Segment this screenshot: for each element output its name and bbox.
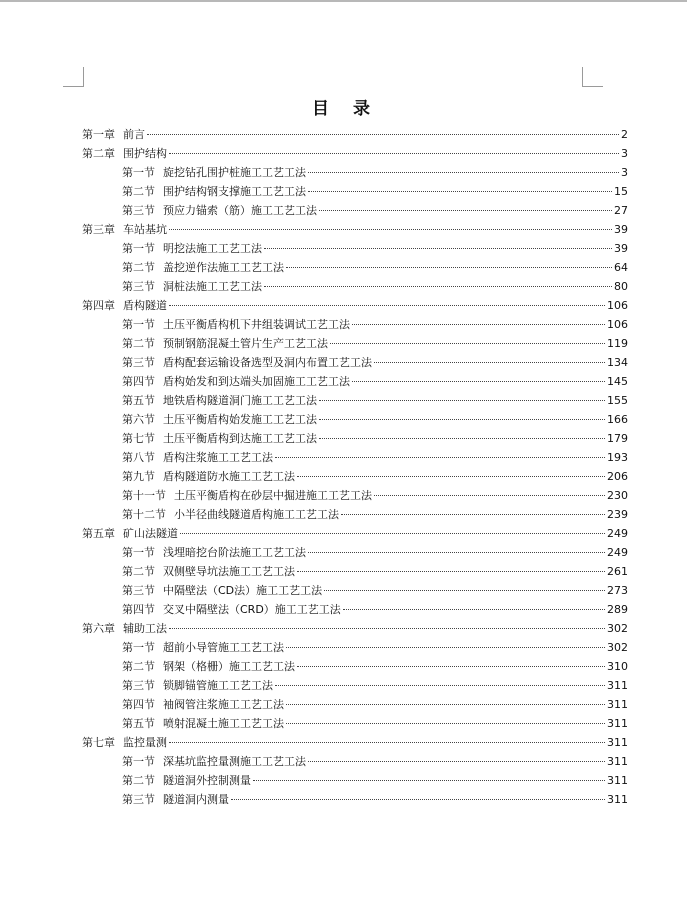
toc-entry-label (122, 676, 273, 695)
toc-entry-number: 第二节 (122, 185, 155, 198)
toc-page-number: 64 (614, 261, 628, 274)
toc-entry-number: 第五章 (82, 527, 115, 540)
toc-dot-leader (343, 609, 605, 610)
toc-entry-title: 明挖法施工工艺工法 (163, 242, 262, 255)
toc-chapter-entry[interactable] (82, 619, 628, 638)
toc-chapter-entry[interactable] (82, 220, 628, 239)
toc-dot-leader (352, 381, 605, 382)
toc-entry-title: 隧道洞外控制测量 (163, 774, 251, 787)
toc-entry-label (122, 505, 339, 524)
toc-dot-leader (374, 495, 605, 496)
toc-entry-title: 围护结构钢支撑施工工艺工法 (163, 185, 306, 198)
toc-entry-label (122, 467, 295, 486)
toc-dot-leader (330, 343, 605, 344)
toc-entry-number: 第一节 (122, 755, 155, 768)
toc-page-number: 311 (607, 793, 628, 806)
toc-entry-label (122, 372, 350, 391)
toc-section-entry[interactable] (82, 353, 628, 372)
toc-entry-number: 第四节 (122, 603, 155, 616)
toc-entry-title: 小半径曲线隧道盾构施工工艺工法 (174, 508, 339, 521)
toc-entry-number: 第四节 (122, 698, 155, 711)
toc-title: 目 录 (312, 99, 379, 119)
toc-entry-label (122, 486, 372, 505)
toc-page-number: 3 (621, 166, 628, 179)
toc-entry-label (82, 296, 167, 315)
toc-page-number: 230 (607, 489, 628, 502)
toc-page-number: 39 (614, 242, 628, 255)
toc-dot-leader (169, 153, 619, 154)
toc-section-entry[interactable] (82, 163, 628, 182)
toc-entry-label (122, 239, 262, 258)
toc-entry-number: 第一节 (122, 318, 155, 331)
toc-section-entry[interactable] (82, 410, 628, 429)
toc-dot-leader (297, 476, 605, 477)
toc-entry-title: 超前小导管施工工艺工法 (163, 641, 284, 654)
toc-entry-number: 第十二节 (122, 508, 166, 521)
toc-entry-label (122, 429, 317, 448)
toc-dot-leader (264, 248, 612, 249)
toc-section-entry[interactable] (82, 315, 628, 334)
toc-entry-number: 第二节 (122, 261, 155, 274)
toc-page-number: 106 (607, 318, 628, 331)
toc-entry-label (82, 144, 167, 163)
toc-page-number: 311 (607, 698, 628, 711)
toc-entry-number: 第十一节 (122, 489, 166, 502)
toc-entry-number: 第三节 (122, 679, 155, 692)
toc-section-entry[interactable] (82, 638, 628, 657)
toc-section-entry[interactable] (82, 467, 628, 486)
toc-dot-leader (319, 438, 605, 439)
toc-chapter-entry[interactable] (82, 733, 628, 752)
toc-page-number: 3 (621, 147, 628, 160)
toc-section-entry[interactable] (82, 334, 628, 353)
toc-entry-label (82, 733, 167, 752)
toc-section-entry[interactable] (82, 790, 628, 809)
toc-entry-title: 双侧壁导坑法施工工艺工法 (163, 565, 295, 578)
toc-entry-number: 第七节 (122, 432, 155, 445)
toc-entry-label (122, 182, 306, 201)
window-top-border (0, 0, 687, 2)
toc-dot-leader (308, 552, 605, 553)
toc-entry-number: 第五节 (122, 394, 155, 407)
toc-page-number: 2 (621, 128, 628, 141)
toc-dot-leader (352, 324, 605, 325)
toc-dot-leader (308, 172, 619, 173)
toc-entry-number: 第三节 (122, 356, 155, 369)
toc-entry-title: 锁脚锚管施工工艺工法 (163, 679, 273, 692)
toc-dot-leader (286, 704, 605, 705)
toc-dot-leader (275, 457, 605, 458)
toc-entry-number: 第二节 (122, 660, 155, 673)
toc-entry-number: 第四章 (82, 299, 115, 312)
toc-entry-label (122, 752, 306, 771)
toc-entry-label (122, 657, 295, 676)
toc-entry-title: 盾构始发和到达端头加固施工工艺工法 (163, 375, 350, 388)
toc-entry-title: 盖挖逆作法施工工艺工法 (163, 261, 284, 274)
toc-entry-number: 第三节 (122, 793, 155, 806)
toc-entry-label (122, 258, 284, 277)
toc-page-number: 302 (607, 641, 628, 654)
toc-entry-number: 第九节 (122, 470, 155, 483)
toc-page-number: 311 (607, 774, 628, 787)
toc-entry-label (122, 714, 284, 733)
toc-entry-number: 第六节 (122, 413, 155, 426)
toc-entry-title: 监控量测 (123, 736, 167, 749)
toc-entry-label (122, 315, 350, 334)
toc-dot-leader (324, 590, 605, 591)
toc-entry-number: 第三节 (122, 584, 155, 597)
toc-entry-title: 钢架（格栅）施工工艺工法 (163, 660, 295, 673)
table-of-contents (82, 125, 628, 809)
toc-dot-leader (319, 419, 605, 420)
toc-page-number: 273 (607, 584, 628, 597)
toc-entry-label (122, 353, 372, 372)
toc-entry-number: 第一节 (122, 242, 155, 255)
toc-entry-title: 隧道洞内测量 (163, 793, 229, 806)
toc-page-number: 39 (614, 223, 628, 236)
toc-dot-leader (297, 666, 605, 667)
toc-page-number: 311 (607, 755, 628, 768)
toc-section-entry[interactable] (82, 372, 628, 391)
toc-entry-label (122, 163, 306, 182)
toc-section-entry[interactable] (82, 752, 628, 771)
toc-entry-label (82, 220, 167, 239)
toc-entry-number: 第二节 (122, 774, 155, 787)
toc-page-number: 106 (607, 299, 628, 312)
toc-dot-leader (147, 134, 619, 135)
toc-entry-title: 辅助工法 (123, 622, 167, 635)
toc-dot-leader (319, 400, 605, 401)
toc-entry-title: 盾构注浆施工工艺工法 (163, 451, 273, 464)
toc-dot-leader (231, 799, 605, 800)
toc-entry-label (122, 391, 317, 410)
toc-dot-leader (169, 628, 605, 629)
toc-entry-title: 盾构隧道防水施工工艺工法 (163, 470, 295, 483)
toc-page-number: 261 (607, 565, 628, 578)
toc-page-number: 249 (607, 527, 628, 540)
toc-section-entry[interactable] (82, 486, 628, 505)
toc-dot-leader (308, 761, 605, 762)
toc-section-entry[interactable] (82, 771, 628, 790)
toc-section-entry[interactable] (82, 657, 628, 676)
toc-entry-title: 土压平衡盾构到达施工工艺工法 (163, 432, 317, 445)
toc-entry-title: 喷射混凝土施工工艺工法 (163, 717, 284, 730)
toc-section-entry[interactable] (82, 562, 628, 581)
toc-entry-title: 袖阀管注浆施工工艺工法 (163, 698, 284, 711)
toc-entry-label (82, 619, 167, 638)
toc-entry-label (122, 562, 295, 581)
toc-entry-number: 第二节 (122, 565, 155, 578)
toc-entry-label (122, 410, 317, 429)
toc-page-number: 179 (607, 432, 628, 445)
toc-entry-title: 地铁盾构隧道洞门施工工艺工法 (163, 394, 317, 407)
toc-dot-leader (275, 685, 605, 686)
toc-entry-title: 深基坑监控量测施工工艺工法 (163, 755, 306, 768)
toc-page-number: 302 (607, 622, 628, 635)
toc-entry-title: 矿山法隧道 (123, 527, 178, 540)
toc-entry-label (122, 543, 306, 562)
page-corner-mark-top-right (582, 67, 603, 87)
toc-entry-label (122, 790, 229, 809)
toc-section-entry[interactable] (82, 429, 628, 448)
toc-section-entry[interactable] (82, 695, 628, 714)
toc-entry-number: 第二节 (122, 337, 155, 350)
toc-entry-title: 浅埋暗挖台阶法施工工艺工法 (163, 546, 306, 559)
toc-entry-label (122, 638, 284, 657)
toc-entry-label (122, 277, 262, 296)
toc-page-number: 310 (607, 660, 628, 673)
toc-dot-leader (341, 514, 605, 515)
toc-entry-number: 第一章 (82, 128, 115, 141)
toc-entry-title: 洞桩法施工工艺工法 (163, 280, 262, 293)
toc-dot-leader (308, 191, 612, 192)
toc-section-entry[interactable] (82, 448, 628, 467)
toc-entry-number: 第一节 (122, 641, 155, 654)
page-corner-mark-top-left (63, 67, 84, 87)
toc-entry-number: 第八节 (122, 451, 155, 464)
toc-section-entry[interactable] (82, 505, 628, 524)
toc-chapter-entry[interactable] (82, 125, 628, 144)
toc-entry-title: 旋挖钻孔围护桩施工工艺工法 (163, 166, 306, 179)
toc-entry-label (82, 125, 145, 144)
toc-entry-label (122, 600, 341, 619)
toc-section-entry[interactable] (82, 239, 628, 258)
toc-entry-title: 预制钢筋混凝土管片生产工艺工法 (163, 337, 328, 350)
toc-entry-title: 围护结构 (123, 147, 167, 160)
toc-entry-title: 土压平衡盾构机下井组装调试工艺工法 (163, 318, 350, 331)
toc-section-entry[interactable] (82, 182, 628, 201)
toc-section-entry[interactable] (82, 714, 628, 733)
toc-dot-leader (286, 647, 605, 648)
toc-section-entry[interactable] (82, 600, 628, 619)
toc-entry-label (122, 201, 317, 220)
toc-entry-title: 盾构配套运输设备选型及洞内布置工艺工法 (163, 356, 372, 369)
toc-page-number: 80 (614, 280, 628, 293)
toc-page-number: 145 (607, 375, 628, 388)
toc-entry-title: 土压平衡盾构始发施工工艺工法 (163, 413, 317, 426)
toc-entry-label (82, 524, 178, 543)
toc-entry-title: 土压平衡盾构在砂层中掘进施工工艺工法 (174, 489, 372, 502)
toc-entry-label (122, 695, 284, 714)
toc-page-number: 311 (607, 736, 628, 749)
toc-entry-title: 中隔壁法（CD法）施工工艺工法 (163, 584, 323, 597)
toc-entry-number: 第一节 (122, 546, 155, 559)
toc-section-entry[interactable] (82, 391, 628, 410)
toc-entry-number: 第一节 (122, 166, 155, 179)
toc-entry-number: 第三章 (82, 223, 115, 236)
toc-chapter-entry[interactable] (82, 144, 628, 163)
toc-dot-leader (180, 533, 605, 534)
toc-entry-title: 前言 (123, 128, 145, 141)
toc-entry-label (122, 334, 328, 353)
toc-dot-leader (286, 267, 612, 268)
toc-dot-leader (169, 229, 612, 230)
toc-entry-title: 交叉中隔壁法（CRD）施工工艺工法 (163, 603, 341, 616)
toc-dot-leader (264, 286, 612, 287)
toc-entry-title: 盾构隧道 (123, 299, 167, 312)
toc-section-entry[interactable] (82, 543, 628, 562)
toc-section-entry[interactable] (82, 258, 628, 277)
toc-dot-leader (374, 362, 605, 363)
toc-dot-leader (319, 210, 612, 211)
toc-page-number: 27 (614, 204, 628, 217)
toc-page-number: 249 (607, 546, 628, 559)
toc-dot-leader (253, 780, 605, 781)
toc-entry-title: 预应力锚索（筋）施工工艺工法 (163, 204, 317, 217)
toc-page-number: 15 (614, 185, 628, 198)
toc-page-number: 206 (607, 470, 628, 483)
toc-page-number: 134 (607, 356, 628, 369)
toc-entry-number: 第四节 (122, 375, 155, 388)
toc-section-entry[interactable] (82, 581, 628, 600)
toc-section-entry[interactable] (82, 676, 628, 695)
toc-section-entry[interactable] (82, 201, 628, 220)
toc-entry-number: 第三节 (122, 280, 155, 293)
toc-page-number: 311 (607, 679, 628, 692)
toc-entry-number: 第七章 (82, 736, 115, 749)
toc-dot-leader (169, 742, 605, 743)
toc-page-number: 239 (607, 508, 628, 521)
toc-page-number: 193 (607, 451, 628, 464)
toc-entry-label (122, 448, 273, 467)
toc-dot-leader (297, 571, 605, 572)
toc-page-number: 311 (607, 717, 628, 730)
toc-entry-number: 第六章 (82, 622, 115, 635)
toc-entry-title: 车站基坑 (123, 223, 167, 236)
toc-section-entry[interactable] (82, 277, 628, 296)
toc-page-number: 289 (607, 603, 628, 616)
toc-entry-label (122, 581, 322, 600)
toc-page-number: 119 (607, 337, 628, 350)
toc-entry-number: 第五节 (122, 717, 155, 730)
toc-page-number: 155 (607, 394, 628, 407)
toc-entry-label (122, 771, 251, 790)
toc-page-number: 166 (607, 413, 628, 426)
toc-entry-number: 第三节 (122, 204, 155, 217)
toc-dot-leader (169, 305, 605, 306)
toc-entry-number: 第二章 (82, 147, 115, 160)
toc-dot-leader (286, 723, 605, 724)
toc-chapter-entry[interactable] (82, 296, 628, 315)
toc-chapter-entry[interactable] (82, 524, 628, 543)
